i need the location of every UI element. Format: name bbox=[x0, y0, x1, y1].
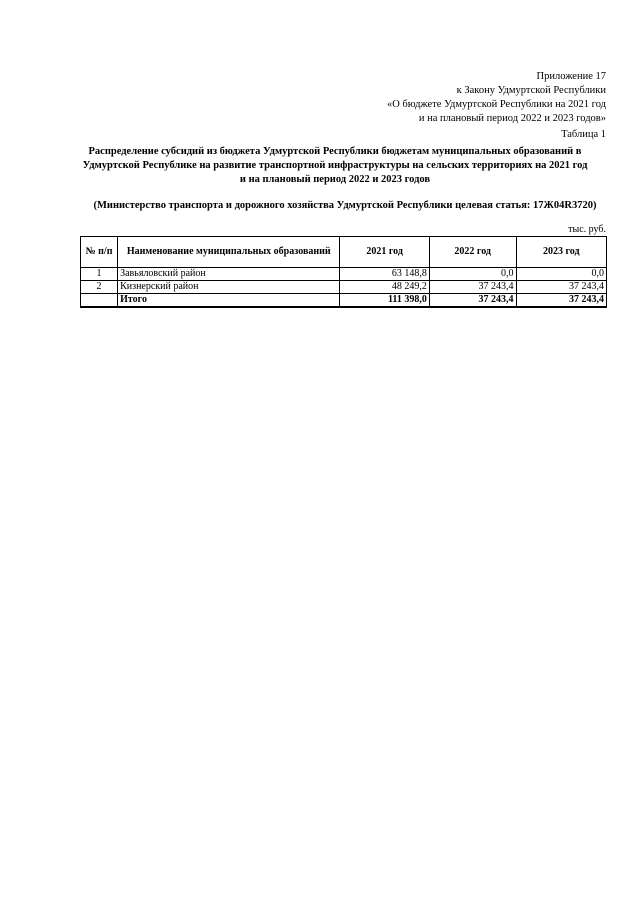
header-2023: 2023 год bbox=[516, 237, 607, 268]
total-2022: 37 243,4 bbox=[429, 294, 516, 308]
subsidy-table bbox=[80, 236, 607, 308]
row-2023: 0,0 bbox=[516, 268, 607, 281]
document-title: Распределение субсидий из бюджета Удмуртской Республики бюджетам муниципальных образований в Удмуртской Республике на развитие транспортной инфраструктуры на сельских территориях на 2021 год и на плановый период 2022 и 2023 годов bbox=[82, 146, 588, 185]
total-label: Итого bbox=[118, 294, 340, 308]
table-number: Таблица 1 bbox=[561, 129, 606, 140]
header-name: Наименование муниципальных образований bbox=[118, 237, 340, 268]
table-row bbox=[81, 268, 607, 281]
table-total-row bbox=[81, 294, 607, 308]
unit-label: тыс. руб. bbox=[568, 224, 606, 235]
row-name: Кизнерский район bbox=[118, 281, 340, 294]
row-2022: 0,0 bbox=[429, 268, 516, 281]
total-num bbox=[81, 294, 118, 308]
row-2022: 37 243,4 bbox=[429, 281, 516, 294]
row-num: 1 bbox=[81, 268, 118, 281]
table-header-row bbox=[81, 237, 607, 268]
header-2021: 2021 год bbox=[340, 237, 430, 268]
header-num: № п/п bbox=[81, 237, 118, 268]
row-2021: 63 148,8 bbox=[340, 268, 430, 281]
document-subtitle: (Министерство транспорта и дорожного хозяйства Удмуртской Республики целевая статья: 17Ж04R3720) bbox=[93, 200, 597, 211]
appendix-line-3: «О бюджете Удмуртской Республики на 2021 год bbox=[386, 99, 606, 110]
total-2023: 37 243,4 bbox=[516, 294, 607, 308]
appendix-line-4: и на плановый период 2022 и 2023 годов» bbox=[418, 113, 606, 124]
row-2021: 48 249,2 bbox=[340, 281, 430, 294]
appendix-line-2: к Закону Удмуртской Республики bbox=[456, 85, 606, 96]
appendix-header bbox=[286, 70, 606, 142]
appendix-line-1: Приложение 17 bbox=[536, 71, 606, 82]
total-2021: 111 398,0 bbox=[340, 294, 430, 308]
header-2022: 2022 год bbox=[429, 237, 516, 268]
table-row bbox=[81, 281, 607, 294]
row-name: Завьяловский район bbox=[118, 268, 340, 281]
row-num: 2 bbox=[81, 281, 118, 294]
row-2023: 37 243,4 bbox=[516, 281, 607, 294]
